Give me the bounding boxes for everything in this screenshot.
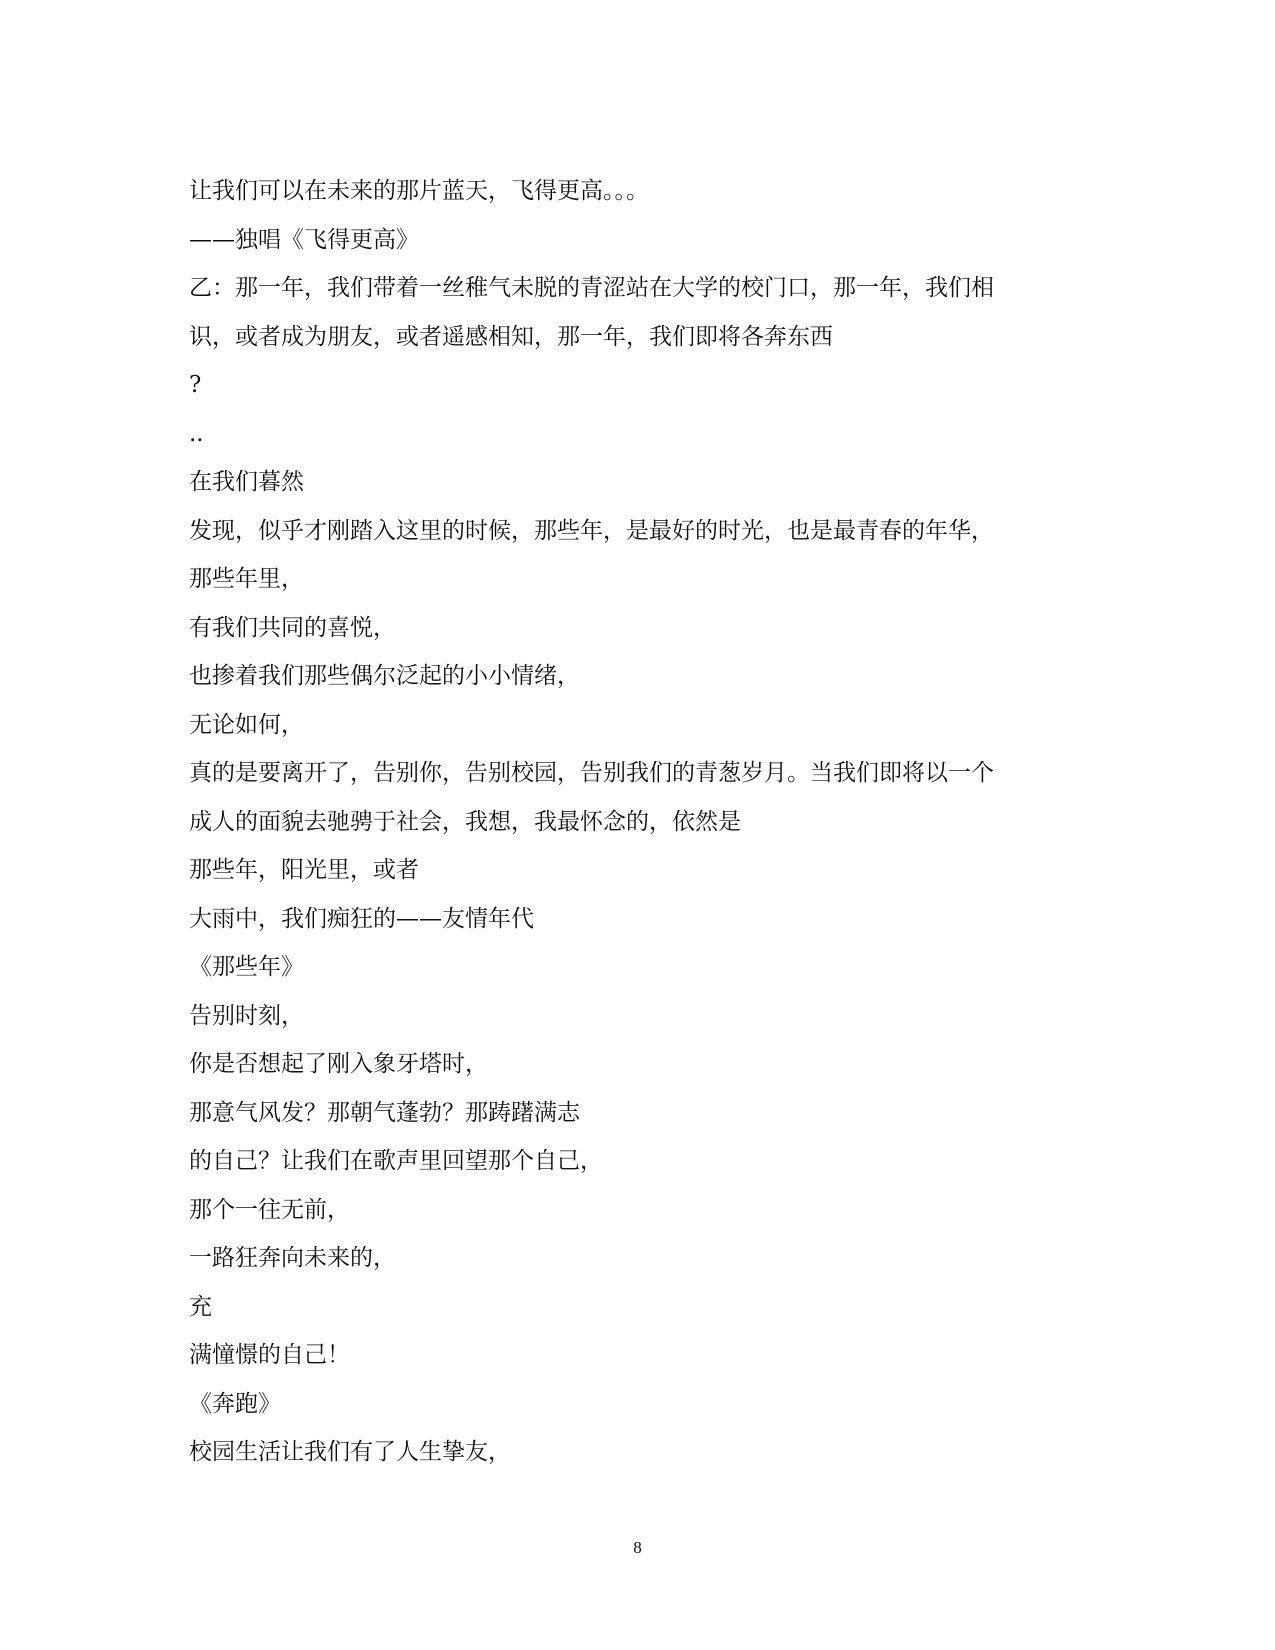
text-line: 告别时刻， bbox=[189, 1002, 304, 1029]
text-line: 那些年，阳光里，或者 bbox=[189, 857, 419, 883]
text-line: 那意气风发？那朝气蓬勃？那踌躇满志 bbox=[189, 1099, 580, 1126]
text-line: 校园生活让我们有了人生挚友， bbox=[189, 1439, 511, 1465]
text-line: .. bbox=[189, 420, 204, 447]
text-line: 充 bbox=[189, 1293, 212, 1320]
text-line: 《那些年》 bbox=[189, 954, 304, 980]
text-line: 满憧憬的自己！ bbox=[189, 1342, 350, 1368]
text-line: ——独唱《飞得更高》 bbox=[189, 226, 419, 253]
text-line: 的自己？让我们在歌声里回望那个自己， bbox=[189, 1148, 603, 1174]
text-line: 成人的面貌去驰骋于社会，我想，我最怀念的，依然是 bbox=[189, 808, 741, 835]
text-line: 你是否想起了刚入象牙塔时， bbox=[189, 1051, 488, 1077]
text-line: 发现，似乎才刚踏入这里的时候，那些年，是最好的时光，也是最青春的年华， bbox=[189, 517, 994, 544]
text-line: 《奔跑》 bbox=[189, 1390, 281, 1417]
text-line: 也掺着我们那些偶尔泛起的小小情绪， bbox=[189, 663, 580, 689]
page-number: 8 bbox=[633, 1538, 642, 1557]
text-line: 一路狂奔向未来的， bbox=[189, 1245, 396, 1271]
body-text bbox=[189, 167, 1089, 1477]
text-line: 那个一往无前， bbox=[189, 1196, 350, 1223]
text-line: 大雨中，我们痴狂的——友情年代 bbox=[189, 905, 534, 932]
text-line: 在我们暮然 bbox=[189, 469, 304, 495]
text-line: 有我们共同的喜悦， bbox=[189, 614, 396, 641]
text-line: 真的是要离开了，告别你，告别校园，告别我们的青葱岁月。当我们即将以一个 bbox=[189, 760, 994, 786]
text-line: 那些年里， bbox=[189, 566, 304, 592]
text-line: 识，或者成为朋友，或者遥感相知，那一年，我们即将各奔东西 bbox=[189, 323, 833, 350]
text-line: 让我们可以在未来的那片蓝天，飞得更高。。。 bbox=[189, 178, 649, 204]
text-line: 乙：那一年，我们带着一丝稚气未脱的青涩站在大学的校门口，那一年，我们相 bbox=[189, 275, 994, 301]
text-line: ? bbox=[189, 372, 202, 398]
text-line: 无论如何， bbox=[189, 711, 304, 738]
